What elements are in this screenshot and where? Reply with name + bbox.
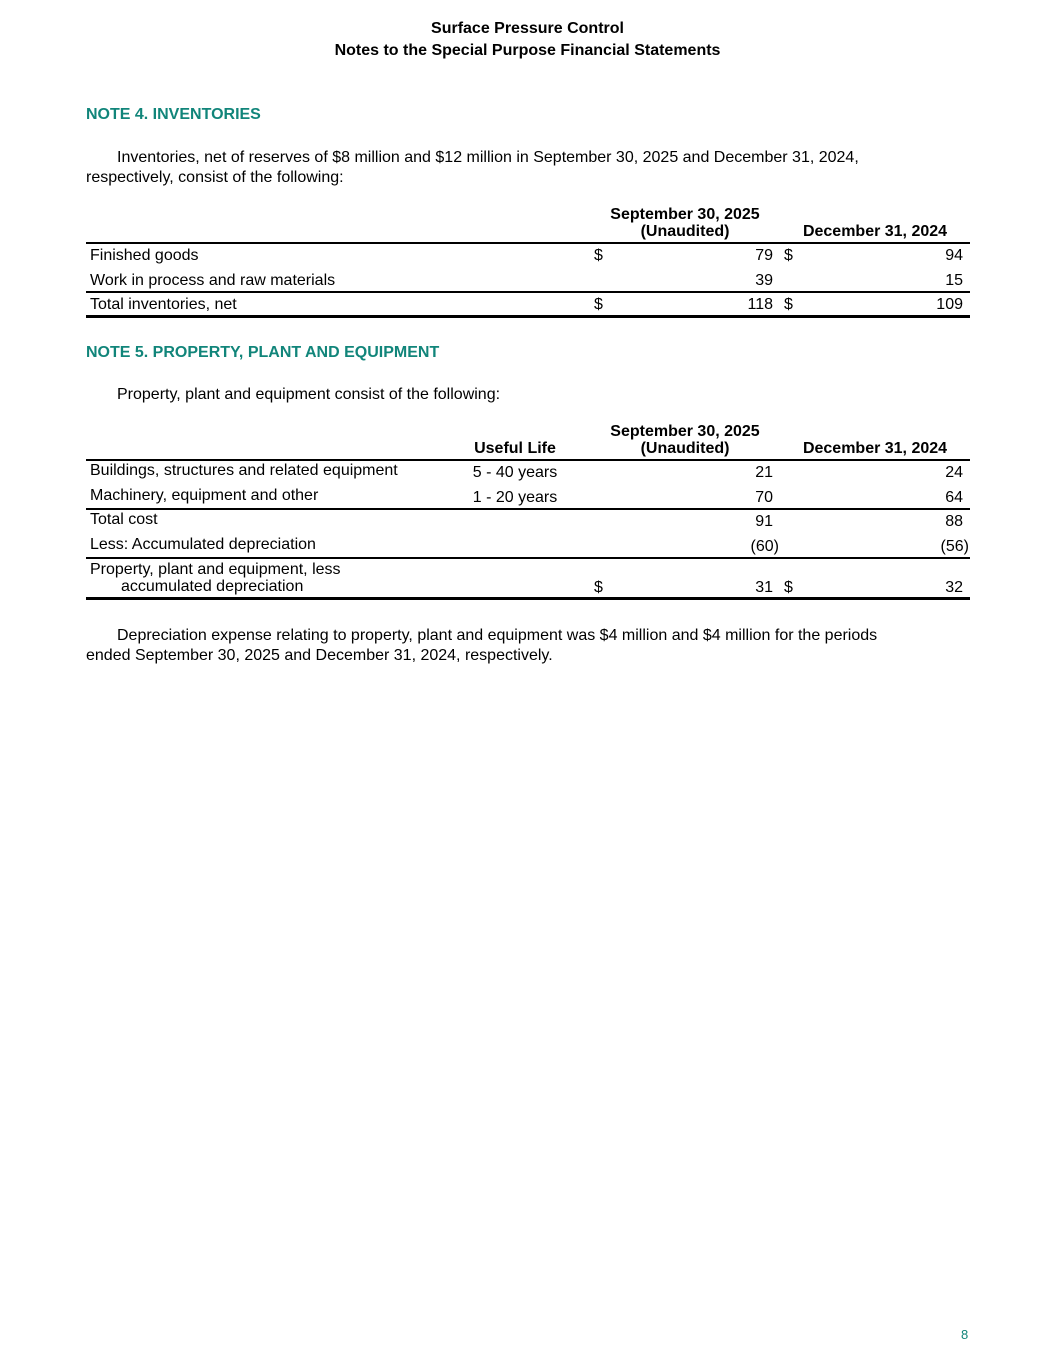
currency-symbol: $ (784, 579, 793, 596)
currency-symbol: $ (784, 296, 793, 313)
value-dec-2024: 15 (945, 272, 963, 289)
currency-symbol: $ (784, 247, 793, 264)
currency-symbol: $ (594, 579, 603, 596)
currency-symbol: $ (594, 296, 603, 313)
value-sep-2025: 70 (755, 489, 773, 506)
subtotal-rule (86, 291, 970, 293)
depreciation-note-line2: ended September 30, 2025 and December 31, 2024, respectively. (86, 647, 553, 664)
note4-intro (86, 148, 966, 188)
row-label-line1: Property, plant and equipment, less (90, 561, 341, 578)
depreciation-note-line1: Depreciation expense relating to property, plant and equipment was $4 million and $4 million for the periods (117, 627, 878, 644)
value-dec-2024: 32 (945, 579, 963, 596)
useful-life: 5 - 40 years (472, 464, 558, 481)
value-sep-2025: 91 (755, 513, 773, 530)
note5-title: NOTE 5. PROPERTY, PLANT AND EQUIPMENT (86, 344, 440, 361)
col-header-unaudited: (Unaudited) (640, 223, 730, 240)
value-sep-2025: 31 (755, 579, 773, 596)
row-label: Work in process and raw materials (90, 272, 336, 289)
row-label: Machinery, equipment and other (90, 487, 319, 504)
useful-life: 1 - 20 years (472, 489, 558, 506)
value-dec-2024: 94 (945, 247, 963, 264)
col-header-sep-2025: September 30, 2025 (610, 423, 760, 440)
note4-intro-line1: Inventories, net of reserves of $8 million and $12 million in September 30, 2025 and December 31, 2024, (117, 149, 859, 166)
col-header-dec-2024: December 31, 2024 (802, 440, 948, 457)
row-label: Total inventories, net (90, 296, 237, 313)
total-double-rule (86, 315, 970, 318)
document-subtitle: Notes to the Special Purpose Financial Statements (334, 42, 721, 59)
value-dec-2024: (56) (940, 538, 969, 555)
col-header-useful-life: Useful Life (474, 440, 556, 457)
currency-symbol: $ (594, 247, 603, 264)
note5-intro-text: Property, plant and equipment consist of the following: (117, 386, 501, 403)
row-label: Total cost (90, 511, 158, 528)
row-label: Finished goods (90, 247, 199, 264)
subtotal-rule (86, 557, 970, 559)
value-dec-2024: 88 (945, 513, 963, 530)
note4-title: NOTE 4. INVENTORIES (86, 106, 261, 123)
value-dec-2024: 64 (945, 489, 963, 506)
depreciation-note (86, 626, 966, 666)
header-rule (86, 242, 970, 244)
value-sep-2025: (60) (750, 538, 779, 555)
note5-intro (86, 385, 966, 405)
value-sep-2025: 21 (755, 464, 773, 481)
total-double-rule (86, 597, 970, 600)
value-sep-2025: 118 (747, 296, 773, 313)
row-label: Less: Accumulated depreciation (90, 536, 316, 553)
value-dec-2024: 109 (936, 296, 963, 313)
value-sep-2025: 79 (755, 247, 773, 264)
value-sep-2025: 39 (755, 272, 773, 289)
col-header-dec-2024: December 31, 2024 (802, 223, 948, 240)
subtotal-rule (86, 508, 970, 510)
value-dec-2024: 24 (945, 464, 963, 481)
note4-intro-line2: respectively, consist of the following: (86, 169, 344, 186)
page-number: 8 (961, 1327, 969, 1342)
row-label-line2: accumulated depreciation (121, 578, 304, 595)
row-label: Buildings, structures and related equipment (90, 462, 398, 479)
company-name: Surface Pressure Control (431, 20, 624, 37)
col-header-sep-2025: September 30, 2025 (610, 206, 760, 223)
col-header-unaudited: (Unaudited) (640, 440, 730, 457)
